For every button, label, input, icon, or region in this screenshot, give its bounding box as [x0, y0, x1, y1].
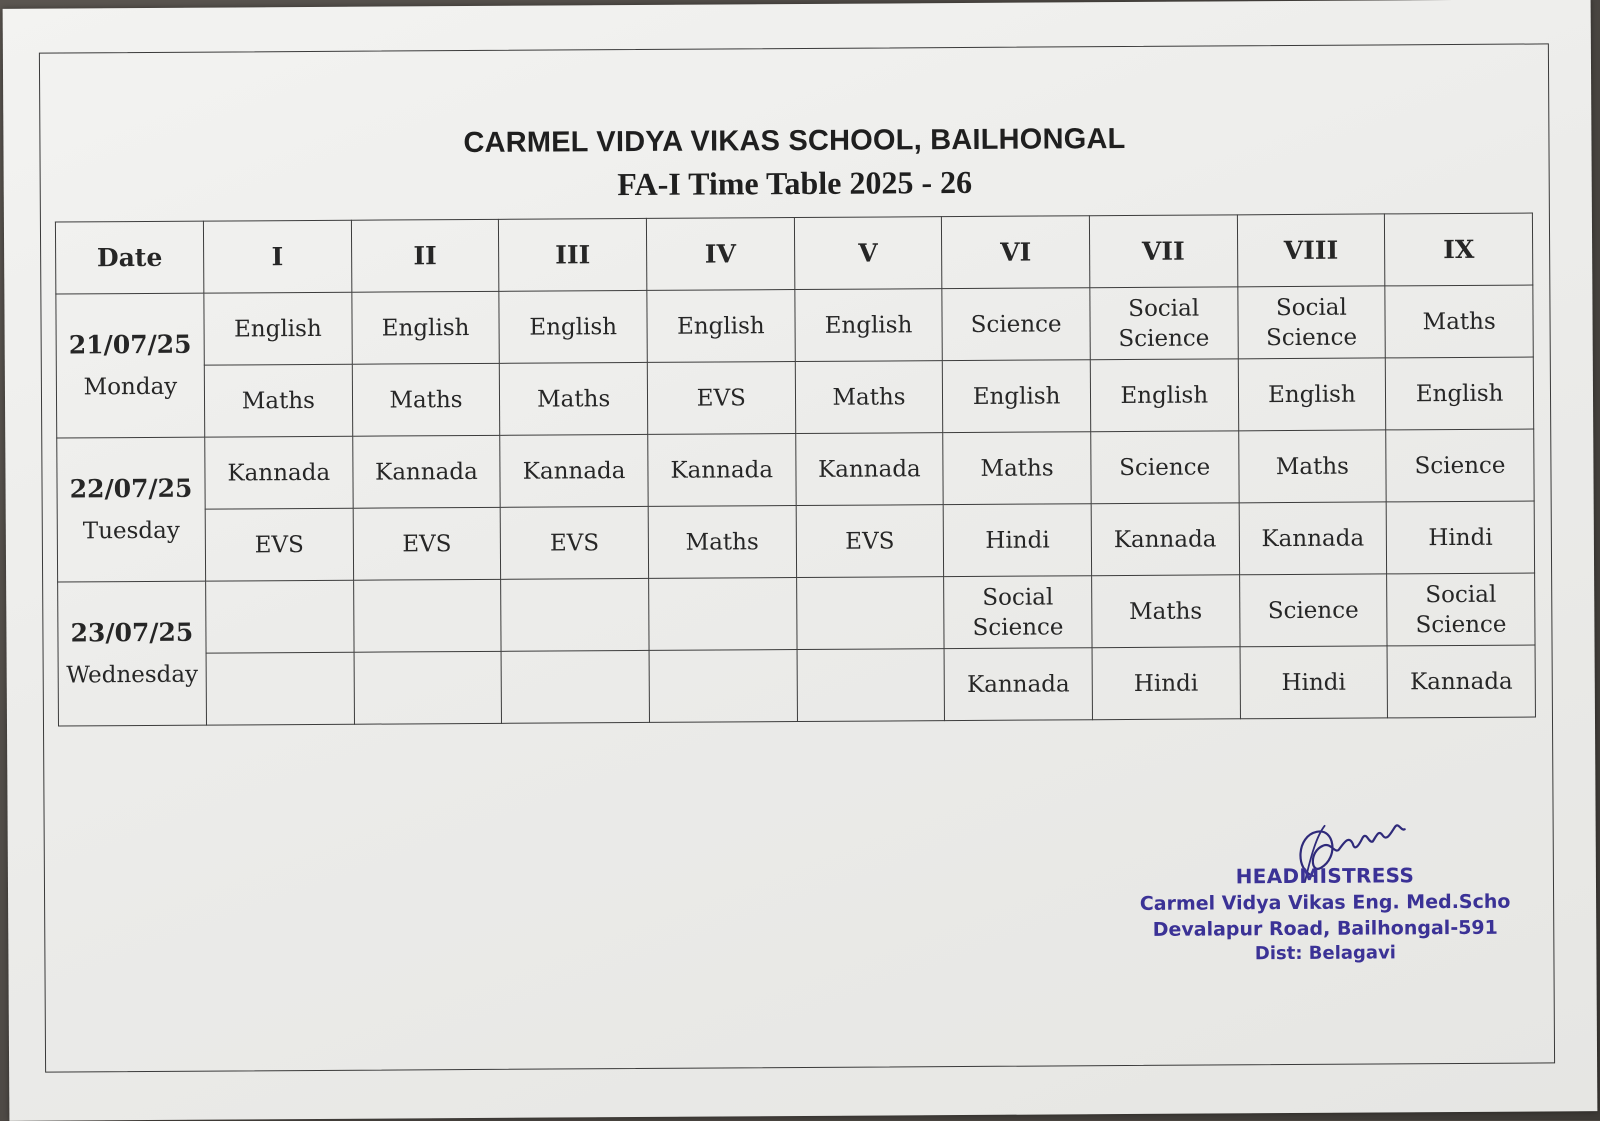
subject-cell: Hindi	[943, 504, 1091, 577]
subject-cell: Maths	[1092, 575, 1240, 648]
subject-cell: Kannada	[1091, 503, 1239, 576]
subject-cell: Hindi	[1386, 501, 1534, 574]
subject-cell: Maths	[1238, 430, 1386, 503]
subject-cell: Kannada	[500, 434, 648, 507]
empty-cell	[501, 650, 649, 723]
timetable-row	[57, 501, 1534, 582]
subject-cell: English	[794, 289, 942, 362]
empty-cell	[649, 578, 797, 651]
subject-cell: Kannada	[648, 434, 796, 507]
subject-cell: EVS	[647, 362, 795, 435]
stamp-school-line: Carmel Vidya Vikas Eng. Med.Scho	[1139, 890, 1511, 915]
class-header: II	[351, 219, 499, 292]
timetable-row	[58, 573, 1535, 654]
page-border	[39, 43, 1555, 1072]
timetable-row	[58, 645, 1535, 726]
subject-cell: Social Science	[1090, 287, 1238, 360]
timetable-body	[56, 285, 1536, 726]
subject-cell: English	[1090, 359, 1238, 432]
header-row	[55, 213, 1532, 294]
subject-cell: English	[943, 360, 1091, 433]
date-cell	[56, 293, 205, 438]
headmistress-stamp	[1115, 805, 1536, 988]
stamp-address-line: Devalapur Road, Bailhongal-591	[1152, 916, 1498, 941]
subject-cell: English	[204, 292, 352, 365]
empty-cell	[649, 650, 797, 723]
subject-cell: Kannada	[1239, 502, 1387, 575]
exam-day: Monday	[83, 373, 178, 400]
subject-cell: Maths	[500, 362, 648, 435]
subject-cell: Social Science	[944, 576, 1092, 649]
subject-cell: English	[352, 291, 500, 364]
subject-cell: Maths	[943, 432, 1091, 505]
timetable	[55, 213, 1536, 727]
subject-cell: Social Science	[1237, 286, 1385, 359]
class-header: IX	[1385, 213, 1533, 286]
timetable-row	[56, 285, 1533, 366]
subject-cell: Kannada	[1387, 645, 1535, 718]
date-cell	[57, 437, 206, 582]
date-column-header: Date	[55, 221, 203, 294]
class-header: IV	[646, 218, 794, 291]
empty-cell	[354, 651, 502, 724]
empty-cell	[501, 578, 649, 651]
empty-cell	[797, 649, 945, 722]
exam-title: FA-I Time Table 2025 - 26	[617, 163, 973, 203]
subject-cell: Science	[1239, 574, 1387, 647]
exam-date: 21/07/25	[68, 329, 192, 359]
class-header: VII	[1089, 215, 1237, 288]
subject-cell: Maths	[204, 364, 352, 437]
subject-cell: English	[647, 290, 795, 363]
date-cell	[58, 581, 207, 726]
empty-cell	[206, 652, 354, 725]
subject-cell: Maths	[795, 361, 943, 434]
subject-cell: English	[1386, 357, 1534, 430]
subject-cell: Maths	[352, 363, 500, 436]
empty-cell	[796, 577, 944, 650]
timetable-sheet	[3, 0, 1598, 1121]
subject-cell: Kannada	[352, 435, 500, 508]
class-header: I	[203, 220, 351, 293]
exam-date: 22/07/25	[69, 473, 193, 503]
subject-cell: Science	[1091, 431, 1239, 504]
empty-cell	[353, 579, 501, 652]
subject-cell: English	[1238, 358, 1386, 431]
exam-day: Wednesday	[66, 661, 199, 688]
subject-cell: EVS	[796, 505, 944, 578]
stamp-district-line: Dist: Belagavi	[1254, 942, 1397, 965]
subject-cell: English	[499, 290, 647, 363]
subject-cell: Maths	[648, 506, 796, 579]
class-header: V	[794, 217, 942, 290]
subject-cell: Science	[942, 288, 1090, 361]
subject-cell: Kannada	[944, 648, 1092, 721]
exam-date: 23/07/25	[70, 617, 194, 647]
subject-cell: Hindi	[1240, 646, 1388, 719]
school-name: CARMEL VIDYA VIKAS SCHOOL, BAILHONGAL	[463, 123, 1126, 160]
class-header: VI	[942, 216, 1090, 289]
subject-cell: EVS	[500, 506, 648, 579]
class-header: III	[499, 218, 647, 291]
timetable-row	[57, 429, 1534, 510]
exam-day: Tuesday	[82, 517, 180, 544]
subject-cell: Social Science	[1387, 573, 1535, 646]
subject-cell: Science	[1386, 429, 1534, 502]
subject-cell: Maths	[1385, 285, 1533, 358]
empty-cell	[206, 580, 354, 653]
stamp-title: HEADMISTRESS	[1235, 863, 1415, 889]
subject-cell: EVS	[205, 508, 353, 581]
timetable-row	[56, 357, 1533, 438]
class-header: VIII	[1237, 214, 1385, 287]
subject-cell: Kannada	[205, 436, 353, 509]
subject-cell: Hindi	[1092, 647, 1240, 720]
subject-cell: Kannada	[795, 433, 943, 506]
subject-cell: EVS	[353, 507, 501, 580]
